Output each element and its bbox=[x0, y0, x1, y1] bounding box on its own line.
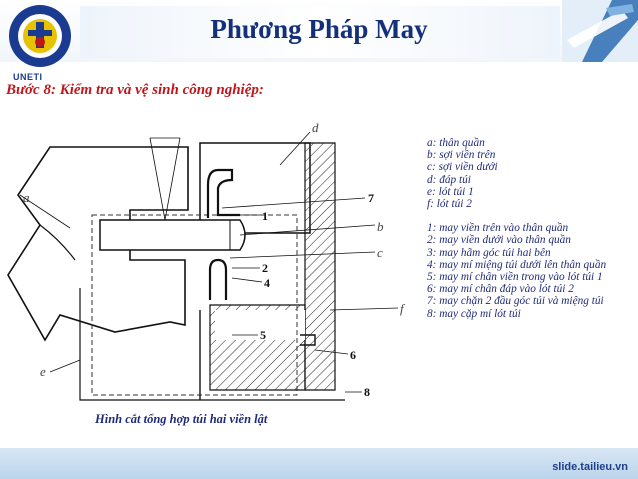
legend-step: 7: may chặn 2 đầu góc túi và miệng túi bbox=[427, 295, 604, 308]
legend-part: c: sợi viền dưới bbox=[427, 161, 498, 174]
label-6: 6 bbox=[350, 348, 356, 362]
legend-step: 8: may cặp mí lót túi bbox=[427, 307, 521, 320]
label-a: a bbox=[23, 190, 30, 205]
label-b: b bbox=[377, 219, 384, 234]
legend-step: 4: may mí miệng túi dưới lên thân quần bbox=[427, 258, 607, 271]
legend-spacer bbox=[427, 210, 632, 222]
page-title: Phương Pháp May bbox=[210, 14, 428, 44]
label-c: c bbox=[377, 245, 383, 260]
legend-step: 2: may viền dưới vào thân quần bbox=[427, 234, 571, 247]
label-f: f bbox=[400, 301, 404, 316]
label-8: 8 bbox=[364, 385, 370, 399]
logo-text: UNETI bbox=[13, 72, 43, 82]
label-4: 4 bbox=[264, 276, 270, 290]
footer-band bbox=[0, 448, 638, 479]
footer-link[interactable]: slide.tailieu.vn bbox=[552, 461, 628, 473]
label-2: 2 bbox=[262, 261, 268, 275]
legend-step: 5: may mí chân viền trong vào lót túi 1 bbox=[427, 271, 603, 284]
legend-step: 1: may viền trên vào thân quần bbox=[427, 222, 569, 235]
legend-part: f: lót túi 2 bbox=[427, 198, 472, 211]
label-e: e bbox=[40, 364, 46, 379]
legend-step: 3: may hãm góc túi hai bên bbox=[427, 246, 551, 259]
label-d: d bbox=[312, 120, 319, 135]
label-1: 1 bbox=[262, 209, 268, 223]
diagram-caption: Hình cắt tổng hợp túi hai viền lật bbox=[95, 412, 268, 426]
step-heading: Bước 8: Kiểm tra và vệ sinh công nghiệp: bbox=[6, 82, 264, 98]
legend-part: e: lót túi 1 bbox=[427, 185, 474, 198]
legend-part: b: sợi viền trên bbox=[427, 149, 496, 162]
label-5: 5 bbox=[260, 328, 266, 342]
pocket-cross-section-diagram bbox=[0, 110, 420, 440]
legend-part: a: thân quần bbox=[427, 137, 485, 149]
legend-step: 6: may mí chân đáp vào lót túi 2 bbox=[427, 283, 574, 296]
legend-part: d: đáp túi bbox=[427, 173, 471, 186]
label-7: 7 bbox=[368, 191, 374, 205]
legend bbox=[427, 137, 632, 320]
